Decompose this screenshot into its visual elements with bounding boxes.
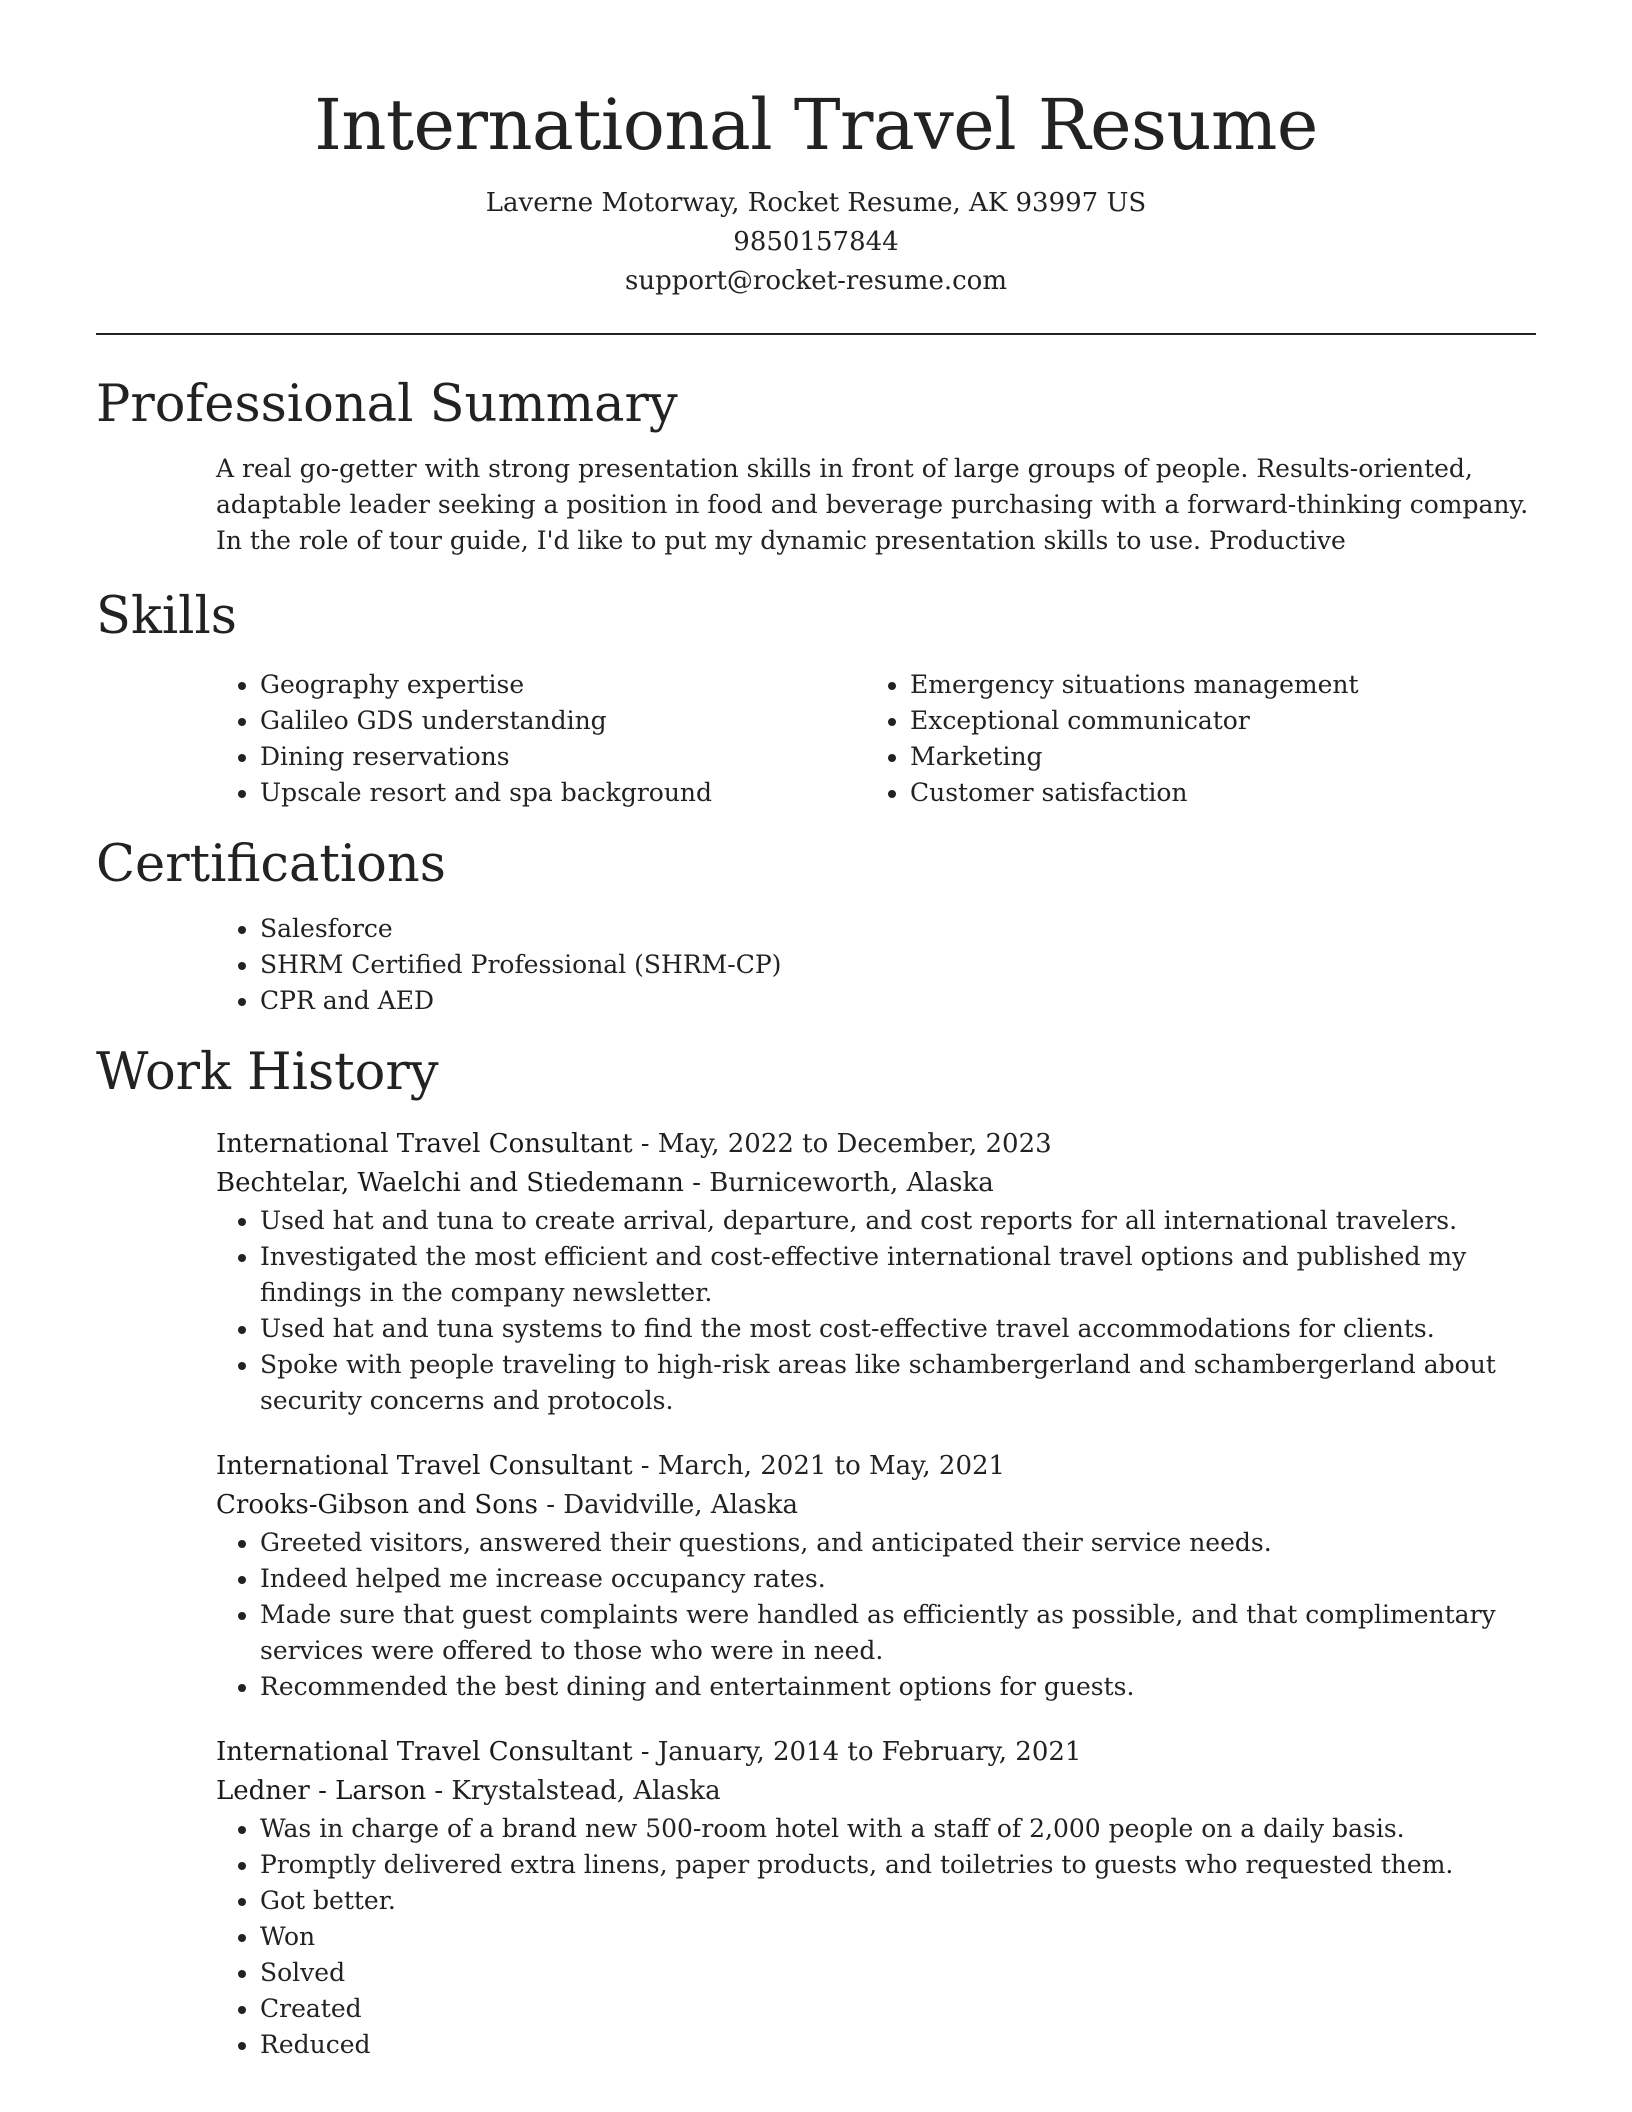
certifications-heading: Certifications <box>96 835 446 894</box>
job-location: - Krystalstead, Alaska <box>426 1776 721 1806</box>
work-history-heading: Work History <box>96 1043 439 1102</box>
summary-text: A real go-getter with strong presentation skills in front of large groups of people. Results-oriented, adaptable leader seeking a position in food and beverage purchasing with a forward-thinking company. In the role of tour guide, I'd like to put my dynamic presentation skills to use. Productive <box>216 454 1529 555</box>
certification-item: • CPR and AED <box>260 983 1536 1019</box>
job-bullet: • Was in charge of a brand new 500-room hotel with a staff of 2,000 people on a daily basis. <box>260 1811 1536 1847</box>
contact-email: support@rocket-resume.com <box>624 266 1007 296</box>
job-bullets <box>216 1525 1536 1705</box>
job-bullet: • Recommended the best dining and entertainment options for guests. <box>260 1669 1536 1705</box>
job-company-line <box>216 1772 1536 1811</box>
job-bullet: • Made sure that guest complaints were handled as efficiently as possible, and that complimentary services were offered to those who were in need. <box>260 1597 1536 1669</box>
skill-item: • Upscale resort and spa background <box>260 775 866 811</box>
job-bullet: • Greeted visitors, answered their questions, and anticipated their service needs. <box>260 1525 1536 1561</box>
skill-item: • Dining reservations <box>260 739 866 775</box>
skill-item: • Exceptional communicator <box>910 703 1516 739</box>
certification-item: • SHRM Certified Professional (SHRM-CP) <box>260 947 1536 983</box>
job-entry <box>216 1447 1536 1705</box>
job-title: International Travel Consultant <box>216 1451 633 1481</box>
job-bullet: • Won <box>260 1919 1536 1955</box>
skill-item: • Customer satisfaction <box>910 775 1516 811</box>
job-bullet: • Got better. <box>260 1883 1536 1919</box>
skill-item: • Marketing <box>910 739 1516 775</box>
header-divider <box>96 333 1536 335</box>
job-company: Crooks-Gibson and Sons <box>216 1490 538 1520</box>
contact-address: Laverne Motorway, Rocket Resume, AK 93997 US <box>485 188 1147 218</box>
skills-list-left <box>216 667 866 811</box>
job-bullet: • Solved <box>260 1955 1536 1991</box>
job-bullet: • Indeed helped me increase occupancy rates. <box>260 1561 1536 1597</box>
job-bullet: • Promptly delivered extra linens, paper products, and toiletries to guests who requested them. <box>260 1847 1536 1883</box>
job-title-line <box>216 1447 1536 1486</box>
job-company: Ledner - Larson <box>216 1776 427 1806</box>
job-title: International Travel Consultant <box>216 1737 633 1767</box>
job-bullet: • Created <box>260 1991 1536 2027</box>
skills-grid <box>216 667 1536 811</box>
skills-column-right <box>866 667 1516 811</box>
job-bullets <box>216 1811 1536 2063</box>
certification-item: • Salesforce <box>260 911 1536 947</box>
job-dates: - May, 2022 to December, 2023 <box>632 1129 1052 1159</box>
job-bullet: • Used hat and tuna to create arrival, departure, and cost reports for all international travelers. <box>260 1203 1536 1239</box>
resume-title: International Travel Resume <box>314 84 1318 166</box>
job-title-line <box>216 1733 1536 1772</box>
job-bullet: • Investigated the most efficient and cost-effective international travel options and published my findings in the company newsletter. <box>260 1239 1536 1311</box>
certifications-block <box>216 911 1536 1019</box>
skill-item: • Galileo GDS understanding <box>260 703 866 739</box>
job-title-line <box>216 1125 1536 1164</box>
job-bullets <box>216 1203 1536 1419</box>
skills-list-right <box>866 667 1516 811</box>
skills-heading: Skills <box>96 587 237 646</box>
job-dates: - March, 2021 to May, 2021 <box>632 1451 1006 1481</box>
skills-column-left <box>216 667 866 811</box>
job-company-line <box>216 1486 1536 1525</box>
skill-item: • Emergency situations management <box>910 667 1516 703</box>
job-dates: - January, 2014 to February, 2021 <box>632 1737 1082 1767</box>
summary-heading: Professional Summary <box>96 375 678 434</box>
job-title: International Travel Consultant <box>216 1129 633 1159</box>
contact-block <box>96 184 1536 301</box>
job-location: - Davidville, Alaska <box>537 1490 799 1520</box>
job-company-line <box>216 1164 1536 1203</box>
job-entry <box>216 1125 1536 1419</box>
job-company: Bechtelar, Waelchi and Stiedemann <box>216 1168 684 1198</box>
certifications-list <box>216 911 1536 1019</box>
job-location: - Burniceworth, Alaska <box>683 1168 994 1198</box>
job-bullet: • Used hat and tuna systems to find the most cost-effective travel accommodations for clients. <box>260 1311 1536 1347</box>
resume-page <box>96 0 1536 2063</box>
job-entry <box>216 1733 1536 2063</box>
skill-item: • Geography expertise <box>260 667 866 703</box>
job-bullet: • Spoke with people traveling to high-risk areas like schambergerland and schambergerland about security concerns and protocols. <box>260 1347 1536 1419</box>
resume-header <box>96 0 1536 301</box>
job-bullet: • Reduced <box>260 2027 1536 2063</box>
contact-phone: 9850157844 <box>733 227 899 257</box>
